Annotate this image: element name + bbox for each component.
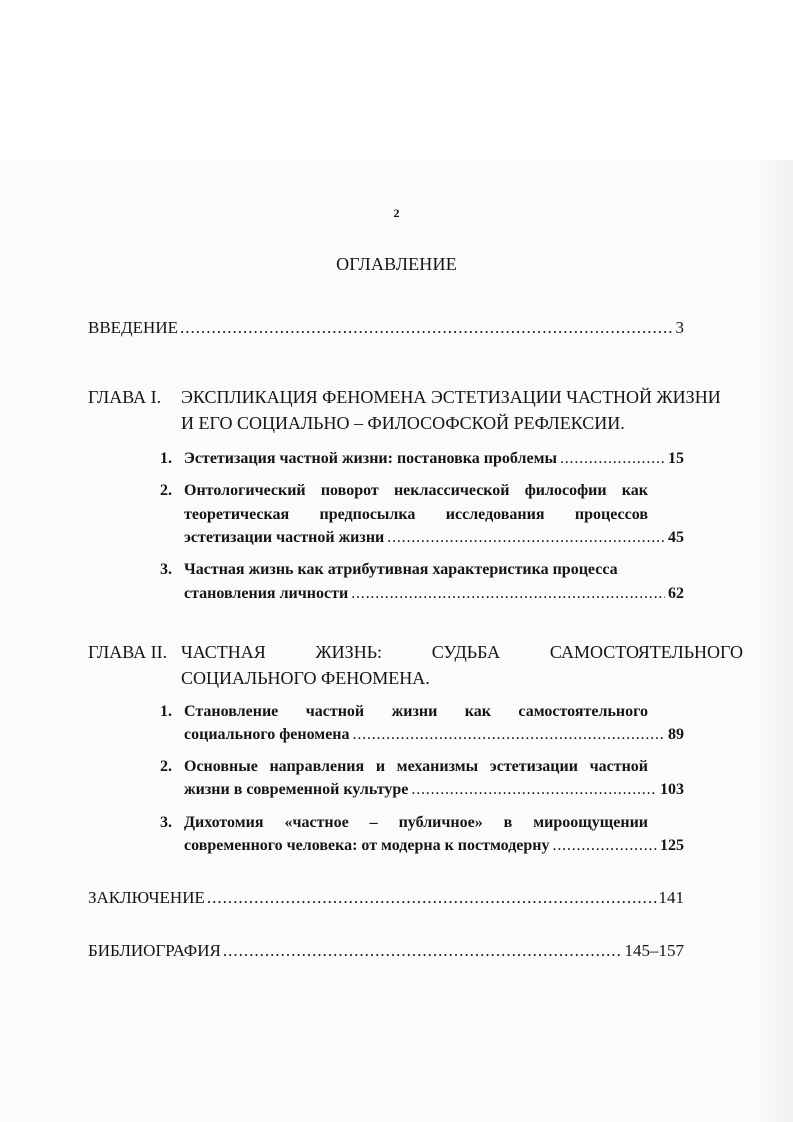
scan-paper [0, 160, 793, 1122]
toc-entry-conclusion [88, 888, 684, 908]
leader-dots [387, 529, 665, 547]
chapter1-item-number: 2. [160, 482, 172, 499]
page-number: 2 [393, 206, 400, 220]
chapter2-item-3 [184, 837, 684, 855]
chapter2-title-line1: ЧАСТНАЯ ЖИЗНЬ: СУДЬБА САМОСТОЯТЕЛЬНОГО [181, 642, 743, 662]
toc-item-page: 15 [668, 450, 684, 467]
chapter2-item-2-line1: Основные направления и механизмы эстетизации частной [184, 758, 648, 775]
leader-dots [560, 450, 665, 468]
chapter1-title-line2: И ЕГО СОЦИАЛЬНО – ФИЛОСОФСКОЙ РЕФЛЕКСИИ. [181, 413, 625, 433]
toc-item-page: 62 [668, 585, 684, 602]
chapter2-title-line2: СОЦИАЛЬНОГО ФЕНОМЕНА. [181, 668, 430, 688]
chapter2-item-number: 2. [160, 758, 172, 775]
toc-entry-bibliography [88, 941, 684, 961]
chapter1-title-line1: ЭКСПЛИКАЦИЯ ФЕНОМЕНА ЭСТЕТИЗАЦИИ ЧАСТНОЙ ЖИЗНИ [181, 387, 721, 407]
chapter1-item-number: 3. [160, 561, 172, 578]
leader-dots [353, 726, 665, 744]
chapter2-item-1 [184, 726, 684, 744]
leader-dots [351, 585, 665, 603]
toc-item-text: Эстетизация частной жизни: постановка проблемы [184, 450, 557, 467]
leader-dots [411, 781, 657, 799]
chapter1-item-2 [184, 529, 684, 547]
chapter1-item-3 [184, 585, 684, 603]
chapter1-item-2-line1: Онтологический поворот неклассической философии как [184, 482, 648, 499]
chapter2-item-number: 3. [160, 814, 172, 831]
chapter2-item-3-line1: Дихотомия «частное – публичное» в мироощущении [184, 814, 648, 831]
toc-item-page: 45 [668, 529, 684, 546]
chapter1-item-1 [184, 450, 684, 468]
toc-item-text: эстетизации частной жизни [184, 529, 385, 546]
scan-margin-top [0, 0, 793, 160]
leader-dots [223, 941, 623, 961]
toc-entry-label: БИБЛИОГРАФИЯ [88, 941, 221, 960]
chapter2-item-1-line1: Становление частной жизни как самостоятельного [184, 703, 648, 720]
toc-item-text: становления личности [184, 585, 349, 602]
toc-item-page: 103 [660, 781, 684, 798]
leader-dots [180, 318, 674, 338]
chapter2-item-2 [184, 781, 684, 799]
toc-entry-page: 141 [658, 888, 684, 907]
scan-edge-shadow [753, 160, 793, 1122]
chapter1-item-3-line1: Частная жизнь как атрибутивная характеристика процесса [184, 561, 618, 578]
chapter1-label: ГЛАВА I. [88, 387, 162, 407]
toc-item-text: социального феномена [184, 726, 350, 743]
chapter2-label: ГЛАВА II. [88, 642, 168, 662]
chapter1-item-number: 1. [160, 450, 172, 467]
toc-item-page: 89 [668, 726, 684, 743]
toc-item-text: современного человека: от модерна к постмодерну [184, 837, 550, 854]
toc-entry-label: ЗАКЛЮЧЕНИЕ [88, 888, 205, 907]
toc-item-text: жизни в современной культуре [184, 781, 409, 798]
leader-dots [553, 837, 657, 855]
leader-dots [207, 888, 657, 908]
chapter1-item-2-line2: теоретическая предпосылка исследования процессов [184, 506, 648, 523]
chapter2-item-number: 1. [160, 703, 172, 720]
toc-entry-page: 145–157 [624, 941, 684, 960]
toc-entry-label: ВВЕДЕНИЕ [88, 318, 178, 337]
toc-entry-page: 3 [675, 318, 684, 337]
toc-title: ОГЛАВЛЕНИЕ [336, 254, 457, 274]
toc-item-page: 125 [660, 837, 684, 854]
toc-entry-intro [88, 318, 684, 338]
